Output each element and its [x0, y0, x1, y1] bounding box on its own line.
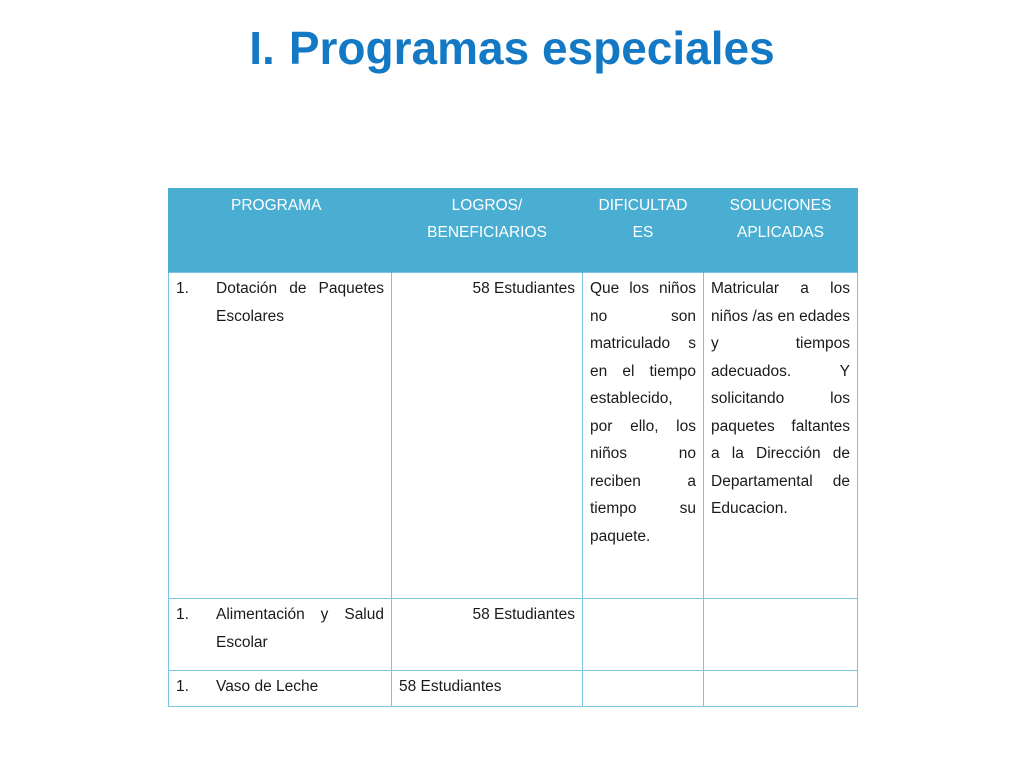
programs-table — [168, 188, 858, 707]
header-soluciones: SOLUCIONES APLICADAS — [704, 188, 858, 273]
cell-soluciones: Matricular a los niños /as en edades y tiempos adecuados. Y solicitando los paquetes faltantes a la Dirección de Departamental de Educacion. — [704, 273, 858, 599]
cell-dificultades — [583, 599, 704, 671]
slide-title — [0, 18, 1024, 78]
table-row — [169, 599, 858, 671]
header-programa: PROGRAMA — [169, 188, 392, 273]
cell-soluciones — [704, 599, 858, 671]
cell-logros: 58 Estudiantes — [392, 273, 583, 599]
table-row — [169, 273, 858, 599]
title-number: I. — [249, 22, 275, 74]
cell-dificultades — [583, 671, 704, 707]
cell-programa — [169, 671, 392, 707]
program-name: Alimentación y Salud Escolar — [216, 606, 384, 651]
cell-programa — [169, 599, 392, 671]
cell-soluciones — [704, 671, 858, 707]
cell-logros: 58 Estudiantes — [392, 671, 583, 707]
row-number: 1. — [176, 678, 189, 695]
program-name: Vaso de Leche — [216, 678, 319, 695]
cell-programa — [169, 273, 392, 599]
program-name: Dotación de Paquetes Escolares — [216, 280, 384, 325]
row-number: 1. — [176, 280, 189, 297]
header-dificultades: DIFICULTAD ES — [583, 188, 704, 273]
table-row — [169, 671, 858, 707]
title-text: Programas especiales — [288, 22, 775, 74]
header-logros: LOGROS/ BENEFICIARIOS — [392, 188, 583, 273]
row-number: 1. — [176, 606, 189, 623]
table-header-row — [169, 188, 858, 273]
cell-dificultades: Que los niños no son matriculado s en el tiempo establecido, por ello, los niños no reciben a tiempo su paquete. — [583, 273, 704, 599]
cell-logros: 58 Estudiantes — [392, 599, 583, 671]
